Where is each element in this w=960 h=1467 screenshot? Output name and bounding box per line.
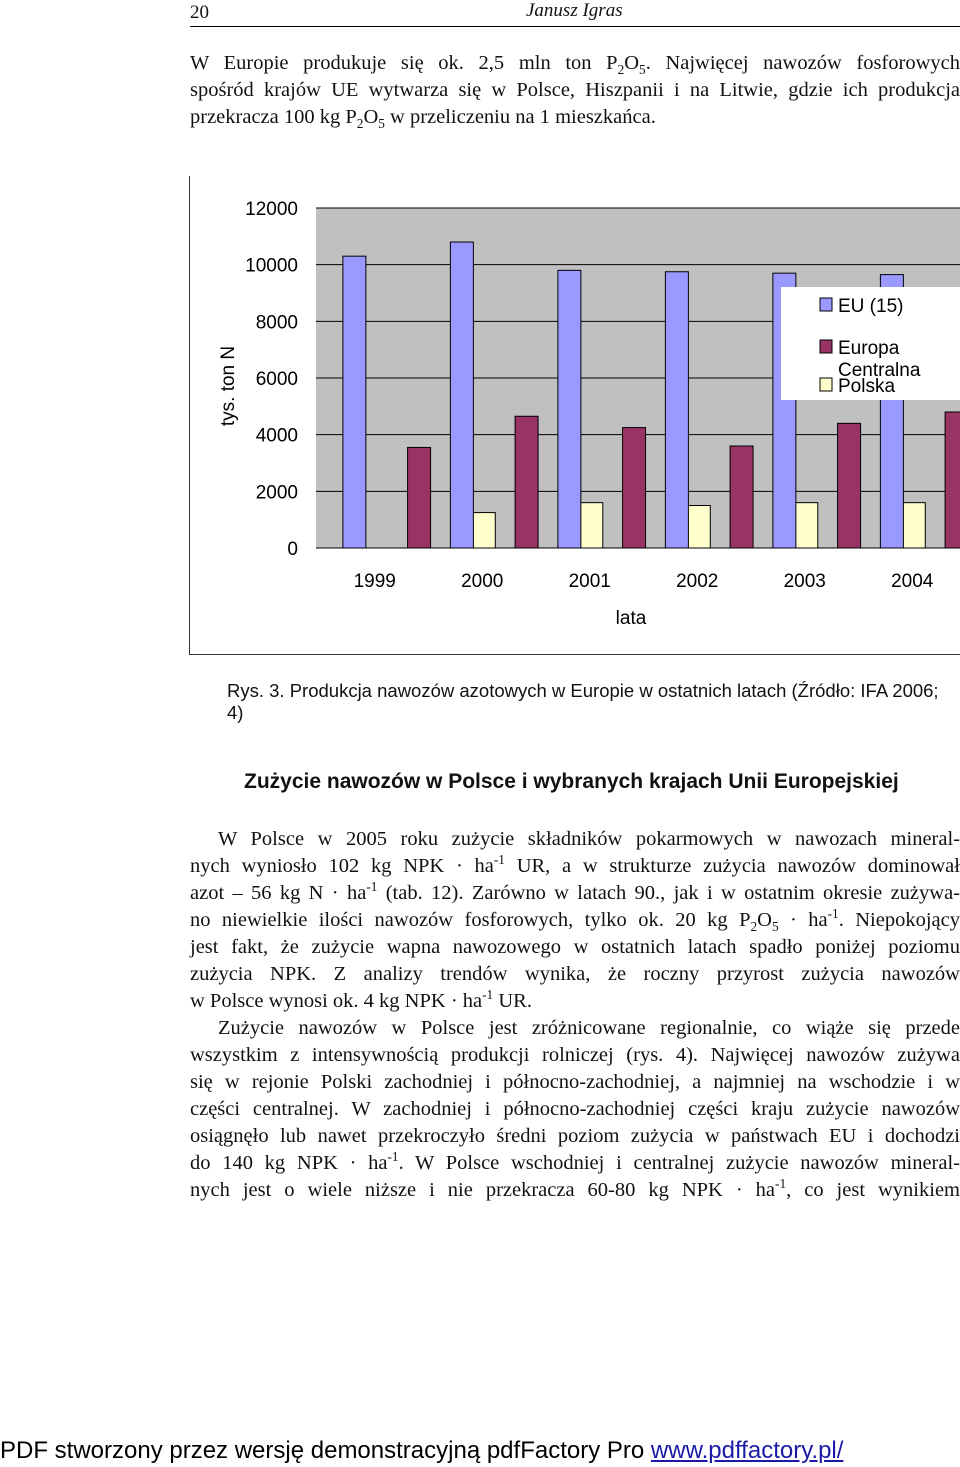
body-line: osiągnęło lub nawet przekroczyło średni poziom zużycia w państwach EU i dochodzi bbox=[190, 1125, 960, 1147]
body-line: nych jest o wiele niższe i nie przekracza 60-80 kg NPK · $ha^{-1}$, co jest wynikiem bbox=[190, 1176, 960, 1201]
y-tick-label: 4000 bbox=[255, 425, 298, 447]
x-tick-label: 2002 bbox=[676, 571, 719, 592]
x-tick-label: 2001 bbox=[568, 571, 611, 592]
legend-label: Polska bbox=[838, 376, 896, 397]
bar-eu-15- bbox=[450, 242, 473, 548]
bar-europa-centralna bbox=[945, 412, 960, 548]
bar-chart bbox=[190, 176, 960, 654]
footer-text: PDF stworzony przez wersję demonstracyjną pdfFactory Pro bbox=[0, 1437, 651, 1464]
bar-europa-centralna bbox=[515, 416, 538, 548]
bar-polska bbox=[902, 503, 925, 548]
bar-eu-15- bbox=[558, 270, 581, 548]
y-tick-label: 10000 bbox=[245, 255, 298, 277]
intro-line: W Europie produkuje się ok. 2,5 mln ton $P_2O_5$. Najwięcej nawozów fosforowych bbox=[190, 52, 960, 78]
body-line: no niewielkie ilości nawozów fosforowych, tylko ok. 20 kg $P_2O_5 \cdot ha^{-1}$. Niepokojący bbox=[190, 906, 960, 935]
intro-line: przekracza 100 kg $P_2O_5$ w przeliczeniu na 1 mieszkańca. bbox=[190, 106, 656, 132]
body-paragraph-2 bbox=[190, 1015, 960, 1204]
intro-line: spośród krajów UE wytwarza się w Polsce, Hiszpanii i na Litwie, gdzie ich produkcja bbox=[190, 79, 960, 101]
body-line: jest fakt, że zużycie wapna nawozowego w ostatnich latach spadło poniżej poziomu bbox=[190, 936, 960, 958]
x-tick-label: 2003 bbox=[783, 571, 826, 592]
x-tick-label: 2000 bbox=[461, 571, 504, 592]
legend-label: Europa bbox=[838, 338, 900, 359]
bar-europa-centralna bbox=[730, 446, 753, 548]
figure-caption: Rys. 3. Produkcja nawozów azotowych w Europie w ostatnich latach (Źródło: IFA 2006; 4) bbox=[227, 680, 939, 723]
footer-link[interactable]: www.pdffactory.pl/ bbox=[650, 1437, 844, 1464]
y-tick-label: 8000 bbox=[255, 312, 298, 334]
intro-paragraph bbox=[190, 50, 960, 131]
body-line: części centralnej. W zachodniej i północno-zachodniej części kraju zużycie nawozów bbox=[190, 1098, 960, 1120]
running-header-author: Janusz Igras bbox=[526, 0, 623, 21]
bar-europa-centralna bbox=[838, 423, 861, 548]
body-line: do 140 kg NPK · $ha^{-1}$. W Polsce wschodniej i centralnej zużycie nawozów mineral- bbox=[190, 1149, 960, 1174]
legend-swatch bbox=[820, 298, 832, 311]
bar-polska bbox=[472, 513, 495, 548]
bar-europa-centralna bbox=[408, 447, 431, 548]
bar-europa-centralna bbox=[623, 428, 646, 548]
bar-polska bbox=[795, 503, 818, 548]
section-title: Zużycie nawozów w Polsce i wybranych krajach Unii Europejskiej bbox=[244, 770, 899, 793]
y-axis-label: tys. ton N bbox=[218, 345, 239, 427]
legend-swatch bbox=[820, 378, 832, 391]
legend-label: Centralna bbox=[838, 360, 921, 381]
bar-polska bbox=[687, 506, 710, 549]
bar-eu-15- bbox=[343, 256, 366, 548]
y-tick-label: 2000 bbox=[255, 482, 298, 504]
body-paragraph-1 bbox=[190, 826, 960, 1015]
bar-polska bbox=[580, 503, 603, 548]
pdf-footer bbox=[0, 1437, 843, 1465]
body-line: się w rejonie Polski zachodniej i północno-zachodniej, a najmniej na wschodzie i w bbox=[190, 1071, 960, 1093]
body-line: azot – 56 kg $N \cdot ha^{-1}$ (tab. 12). Zarówno w latach 90., jak i w ostatnim okresie zużywa- bbox=[190, 879, 960, 904]
chart-frame bbox=[189, 176, 960, 655]
page-number: 20 bbox=[190, 2, 209, 23]
y-tick-label: 12000 bbox=[245, 199, 298, 220]
body-line: zużycia NPK. Z analizy trendów wynika, że roczny przyrost zużycia nawozów bbox=[190, 963, 960, 985]
y-tick-label: 0 bbox=[287, 539, 298, 560]
legend-label: EU (15) bbox=[838, 296, 904, 317]
x-axis-label: lata bbox=[615, 608, 647, 629]
x-tick-label: 1999 bbox=[353, 571, 396, 592]
header-rule bbox=[190, 26, 960, 27]
x-tick-label: 2004 bbox=[891, 571, 934, 592]
y-tick-label: 6000 bbox=[255, 369, 298, 390]
body-line: w Polsce wynosi ok. 4 kg NPK · $ha^{-1}$ UR. bbox=[190, 987, 532, 1012]
body-line: W Polsce w 2005 roku zużycie składników pokarmowych w nawozach mineral- bbox=[218, 828, 960, 850]
bar-eu-15- bbox=[665, 272, 688, 548]
body-line: wszystkim z intensywnością produkcji rolniczej (rys. 4). Najwięcej nawozów zużywa bbox=[190, 1044, 960, 1066]
legend-swatch bbox=[820, 340, 832, 353]
body-line: Zużycie nawozów w Polsce jest zróżnicowane regionalnie, co wiąże się przede bbox=[218, 1017, 960, 1039]
body-line: nych wyniosło 102 kg NPK · $ha^{-1}$ UR, a w strukturze zużycia nawozów dominował bbox=[190, 852, 960, 877]
